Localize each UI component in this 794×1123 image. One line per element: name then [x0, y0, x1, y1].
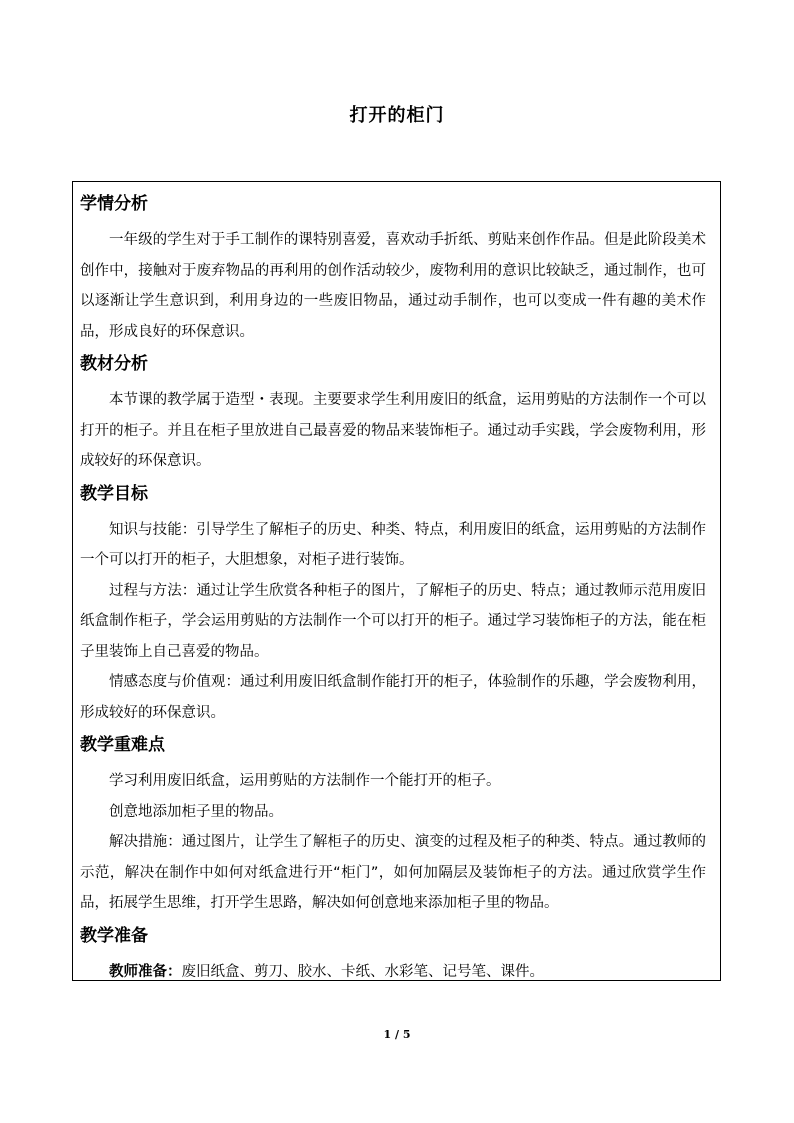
- teacher-preparation-label: 教师准备：: [109, 963, 182, 980]
- teacher-preparation-items: 废旧纸盒、剪刀、胶水、卡纸、水彩笔、记号笔、课件。: [181, 963, 544, 980]
- section-heading-key-points: 教学重难点: [80, 735, 165, 755]
- section-heading-preparation: 教学准备: [80, 925, 148, 946]
- teacher-preparation: [80, 957, 706, 988]
- key-point-solution: 解决措施：通过图片，让学生了解柜子的历史、演变的过程及柜子的种类、特点。通过教师的示范，解决在制作中如何对纸盒进行开“柜门”，如何加隔层及装饰柜子的方法。通过欣赏学生作品，拓展学生思维，打开学生思路，解决如何创意地来添加柜子里的物品。: [80, 834, 706, 911]
- key-point-item: 学习利用废旧纸盒，运用剪贴的方法制作一个能打开的柜子。: [109, 773, 501, 789]
- section-heading-teaching-goals: 教学目标: [80, 483, 148, 504]
- page-title: 打开的柜门: [349, 105, 445, 126]
- goal-process-methods: 过程与方法：通过让学生欣赏各种柜子的图片，了解柜子的历史、特点；通过教师示范用废旧纸盒制作柜子，学会运用剪贴的方法制作一个可以打开的柜子。通过学习装饰柜子的方法，能在柜子里装饰上自己喜爱的物品。: [80, 582, 706, 660]
- lesson-plan-table: [72, 181, 721, 981]
- student-analysis-paragraph: 一年级的学生对于手工制作的课特别喜爱，喜欢动手折纸、剪贴来创作作品。但是此阶段美术创作中，接触对于废弃物品的再利用的创作活动较少，废物利用的意识比较缺乏，通过制作，也可以逐渐让学生意识到，利用身边的一些废旧物品，通过动手制作，也可以变成一件有趣的美术作品，形成良好的环保意识。: [80, 232, 706, 340]
- key-point-item: 创意地添加柜子里的物品。: [109, 803, 283, 820]
- goal-emotion-values: 情感态度与价值观：通过利用废旧纸盒制作能打开的柜子，体验制作的乐趣，学会废物利用，形成较好的环保意识。: [80, 674, 706, 721]
- page-number: 1 / 5: [383, 1028, 411, 1041]
- section-heading-material-analysis: 教材分析: [80, 354, 148, 374]
- goal-knowledge-skills: 知识与技能：引导学生了解柜子的历史、种类、特点，利用废旧的纸盒，运用剪贴的方法制作一个可以打开的柜子，大胆想象，对柜子进行装饰。: [80, 521, 706, 568]
- material-analysis-paragraph: 本节课的教学属于造型・表现。主要要求学生利用废旧的纸盒，运用剪贴的方法制作一个可以打开的柜子。并且在柜子里放进自己最喜爱的物品来装饰柜子。通过动手实践，学会废物利用，形成较好的环保意识。: [80, 392, 706, 469]
- section-heading-student-analysis: 学情分析: [80, 194, 148, 214]
